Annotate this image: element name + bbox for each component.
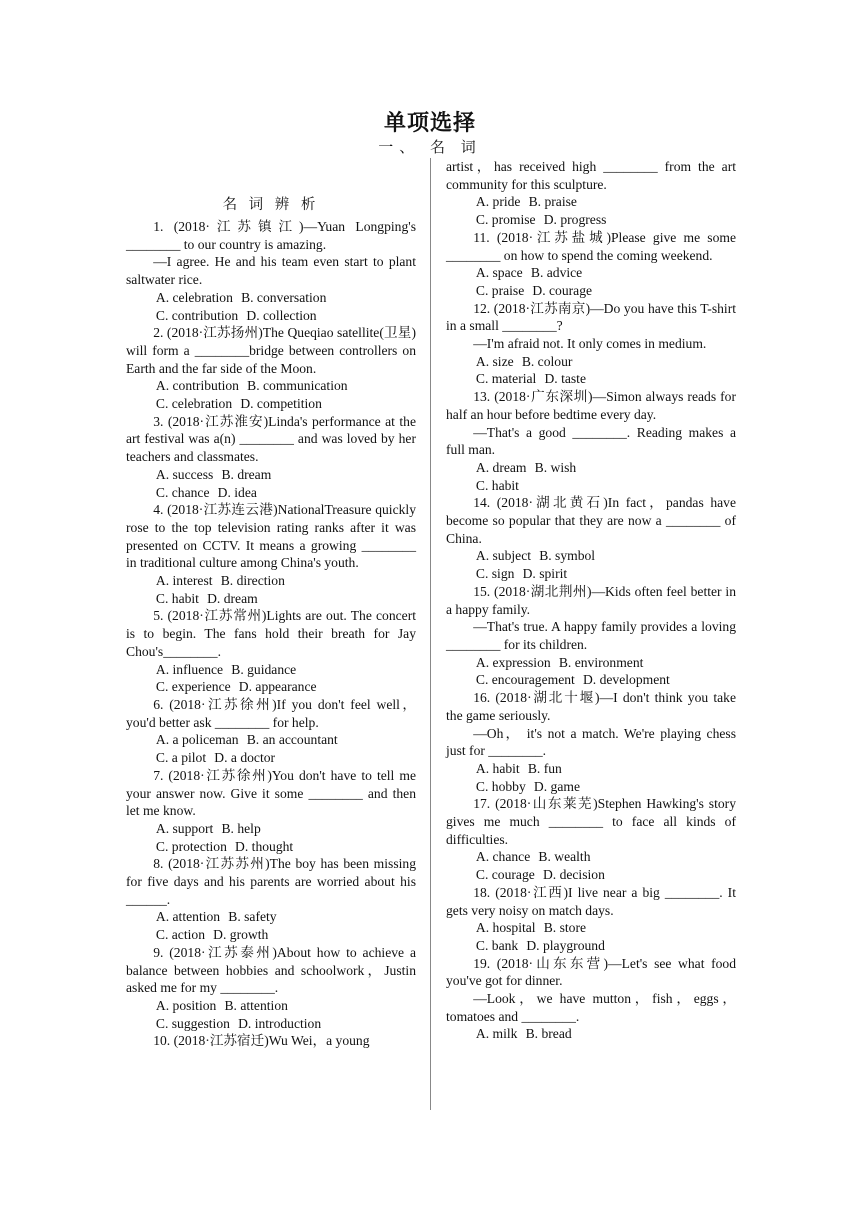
options-row: [156, 820, 416, 838]
options-row: [476, 264, 736, 282]
option: B. symbol: [539, 548, 596, 564]
option: B. environment: [558, 654, 644, 670]
option: B. guidance: [231, 661, 297, 677]
option: C. promise: [475, 212, 536, 228]
options-row: [476, 370, 736, 388]
options-row: [156, 749, 416, 767]
options-row: [476, 565, 736, 583]
option: A. habit: [475, 760, 520, 776]
option: A. interest: [155, 573, 213, 589]
option: D. competition: [240, 396, 322, 412]
option: C. experience: [155, 679, 231, 695]
option: C. celebration: [155, 396, 233, 412]
options-row: [156, 678, 416, 696]
option: A. celebration: [155, 289, 233, 305]
question-stem: 7. (2018·江苏徐州)You don't have to tell me your answer now. Give it some ________ and then let me know.: [126, 767, 416, 819]
option: B. wish: [534, 459, 577, 475]
question-stem: 9. (2018·江苏泰州)About how to achieve a balance between hobbies and schoolwork，Justin asked me for my ________.: [126, 944, 416, 996]
option: A. a policeman: [155, 732, 239, 748]
left-column: [126, 218, 416, 1050]
options-row: [156, 997, 416, 1015]
option: B. communication: [247, 378, 348, 394]
options-row: [476, 459, 736, 477]
options-row: [156, 926, 416, 944]
option: C. habit: [475, 477, 519, 493]
question-continuation: artist，has received high ________ from the art community for this sculpture.: [446, 159, 736, 192]
options-row: [156, 307, 416, 325]
options-row: [476, 477, 736, 495]
question-stem: 8. (2018·江苏苏州)The boy has been missing for five days and his parents are worried about his ______.: [126, 856, 416, 907]
option: C. bank: [475, 937, 519, 953]
option: B. bread: [525, 1026, 572, 1042]
question-stem: 5. (2018·江苏常州)Lights are out. The concert is to begin. The fans hold their breath for Jay Chou's________.: [126, 608, 416, 659]
option: C. encouragement: [475, 672, 575, 688]
option: C. suggestion: [155, 1015, 230, 1031]
option: D. courage: [532, 282, 593, 298]
page-title: 单项选择: [383, 110, 476, 135]
options-row: [156, 661, 416, 679]
option: D. progress: [543, 212, 607, 228]
question-stem: 3. (2018·江苏淮安)Linda's performance at the art festival was a(n) ________ and was loved by her teachers and classmates.: [126, 413, 416, 465]
question-stem: 17. (2018·山东莱芜)Stephen Hawking's story gives me much ________ to face all kinds of difficulties.: [446, 796, 736, 847]
option: C. hobby: [475, 778, 526, 794]
option: D. collection: [246, 307, 317, 323]
option: C. action: [155, 927, 205, 943]
option: A. subject: [475, 548, 532, 564]
question-stem: 19. (2018·山东东营)—Let's see what food you've got for dinner.: [446, 955, 736, 989]
option: B. wealth: [538, 849, 591, 865]
options-row: [476, 778, 736, 796]
question-reply: —I agree. He and his team even start to plant saltwater rice.: [126, 254, 416, 288]
option: D. dream: [207, 590, 258, 606]
option: A. chance: [475, 849, 531, 865]
options-row: [156, 1015, 416, 1033]
option: B. help: [221, 820, 261, 836]
option: A. space: [475, 265, 523, 281]
option: C. sign: [475, 566, 515, 582]
option: A. contribution: [155, 378, 239, 394]
options-row: [476, 671, 736, 689]
question-stem: 12. (2018·江苏南京)—Do you have this T-shirt in a small ________?: [446, 300, 736, 334]
option: D. spirit: [522, 566, 568, 582]
question-stem: 11. (2018·江苏盐城)Please give me some ________ on how to spend the coming weekend.: [446, 229, 736, 263]
option: B. direction: [220, 573, 285, 589]
question-stem: 2. (2018·江苏扬州)The Queqiao satellite(卫星) will form a ________bridge between controllers on Earth and the far side of the Moon.: [126, 325, 416, 376]
question-reply: —That's a good ________. Reading makes a full man.: [446, 424, 736, 458]
question-stem: 16. (2018·湖北十堰)—I don't think you take the game seriously.: [446, 690, 736, 723]
options-row: [476, 193, 736, 211]
question-stem: 6. (2018·江苏徐州)If you don't feel well，you'd better ask ________ for help.: [126, 696, 416, 730]
option: D. playground: [526, 937, 605, 953]
option: A. pride: [475, 194, 521, 210]
option: B. dream: [221, 466, 272, 482]
option: B. conversation: [241, 289, 327, 305]
question-stem: 15. (2018·湖北荆州)—Kids often feel better in a happy family.: [446, 583, 736, 617]
options-row: [476, 848, 736, 866]
options-row: [476, 282, 736, 300]
question-reply: —I'm afraid not. It only comes in medium.: [473, 336, 707, 352]
options-row: [156, 590, 416, 608]
option: D. appearance: [238, 679, 317, 695]
option: A. expression: [475, 654, 551, 670]
option: C. material: [475, 371, 537, 387]
options-row: [156, 377, 416, 395]
column-divider: [430, 158, 431, 1110]
options-row: [156, 731, 416, 749]
question-stem: 14. (2018·湖北黄石)In fact，pandas have become so popular that they are now a ________ of China.: [446, 495, 736, 546]
options-row: [476, 760, 736, 778]
options-row: [156, 466, 416, 484]
options-row: [476, 937, 736, 955]
options-row: [476, 866, 736, 884]
options-row: [476, 353, 736, 371]
option: C. protection: [155, 838, 227, 854]
option: B. safety: [228, 909, 277, 925]
question-stem: 13. (2018·广东深圳)—Simon always reads for half an hour before bedtime every day.: [446, 389, 736, 422]
option: C. contribution: [155, 307, 239, 323]
option: D. thought: [235, 838, 294, 854]
section-title: 一、 名 词: [378, 140, 482, 156]
option: B. fun: [527, 760, 562, 776]
options-row: [156, 572, 416, 590]
options-row: [156, 838, 416, 856]
question-stem: 4. (2018·江苏连云港)NationalTreasure quickly rose to the top television rating ranks after it was presented on CCTV. It means a growing ________ in traditional culture among China's youth.: [126, 502, 416, 571]
option: B. praise: [528, 194, 577, 210]
option: D. growth: [213, 927, 269, 943]
option: C. habit: [155, 590, 199, 606]
options-row: [476, 211, 736, 229]
option: B. attention: [224, 997, 288, 1013]
option: C. chance: [155, 484, 210, 500]
option: D. decision: [542, 867, 605, 883]
option: A. hospital: [475, 920, 536, 936]
question-stem: 1. (2018·江苏镇江)—Yuan Longping's ________ to our country is amazing.: [126, 219, 416, 252]
option: D. game: [533, 778, 580, 794]
options-row: [156, 484, 416, 502]
option: B. an accountant: [246, 732, 338, 748]
options-row: [476, 654, 736, 672]
option: D. a doctor: [214, 750, 276, 766]
option: A. influence: [155, 661, 224, 677]
option: D. introduction: [238, 1015, 322, 1031]
option: D. taste: [544, 371, 586, 387]
subheading: 名 词 辨 析: [222, 197, 320, 213]
option: C. a pilot: [155, 750, 207, 766]
option: A. milk: [475, 1026, 518, 1042]
question-stem: 10. (2018·江苏宿迁)Wu Wei，a young: [153, 1033, 370, 1049]
option: B. colour: [521, 353, 573, 369]
options-row: [476, 1025, 736, 1043]
question-reply: —Oh， it's not a match. We're playing chess just for ________.: [446, 725, 736, 759]
options-row: [476, 919, 736, 937]
options-row: [156, 289, 416, 307]
option: D. development: [582, 672, 670, 688]
option: A. success: [155, 466, 214, 482]
option: D. idea: [217, 484, 257, 500]
question-reply: —That's true. A happy family provides a loving ________ for its children.: [446, 619, 736, 652]
options-row: [476, 547, 736, 565]
question-stem: 18. (2018·江西)I live near a big ________. It gets very noisy on match days.: [446, 884, 736, 918]
option: A. attention: [155, 909, 221, 925]
question-reply: —Look，we have mutton，fish，eggs，tomatoes and ________.: [446, 991, 736, 1024]
option: A. size: [475, 353, 514, 369]
options-row: [156, 395, 416, 413]
option: C. courage: [475, 867, 535, 883]
option: A. support: [155, 820, 214, 836]
options-row: [156, 908, 416, 926]
option: C. praise: [475, 282, 525, 298]
option: B. advice: [530, 265, 583, 281]
option: A. position: [155, 997, 217, 1013]
option: B. store: [543, 920, 587, 936]
right-column: [446, 158, 736, 1043]
option: A. dream: [475, 459, 527, 475]
